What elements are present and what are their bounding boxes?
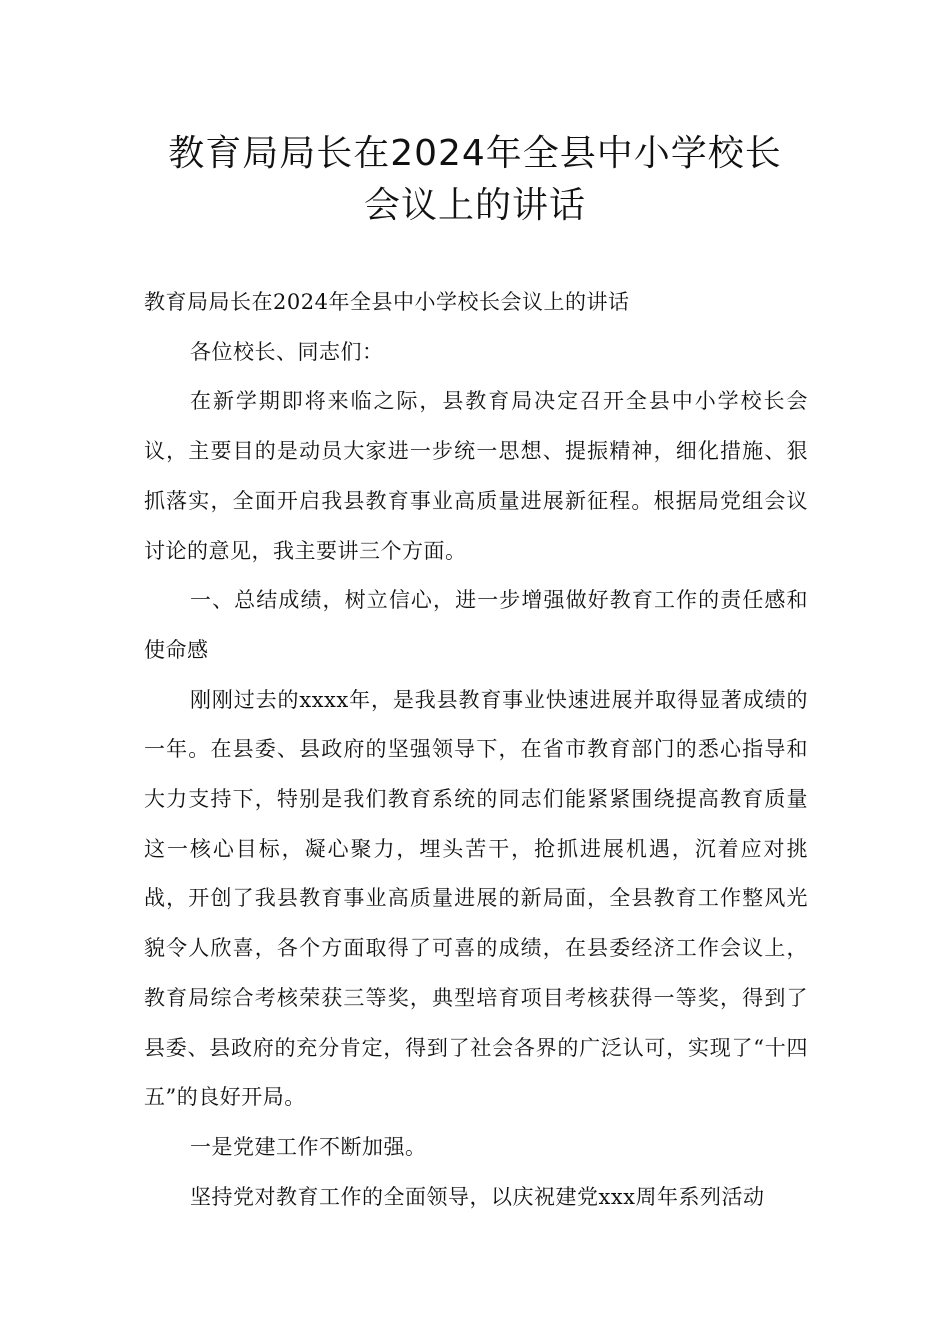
- party-work-paragraph: 坚持党对教育工作的全面领导，以庆祝建党xxx周年系列活动: [190, 1184, 765, 1209]
- title-line-1: 教育局局长在2024年全县中小学校长: [168, 133, 782, 174]
- section-heading-1: 一、总结成绩，树立信心，进一步增强做好教育工作的责任感和使命感: [144, 588, 808, 662]
- document-title: [100, 128, 850, 232]
- intro-paragraph: 在新学期即将来临之际，县教育局决定召开全县中小学校长会议，主要目的是动员大家进一步统一思想、提振精神，细化措施、狠抓落实，全面开启我县教育事业高质量进展新征程。根据局党组会议讨论的意见，我主要讲三个方面。: [144, 389, 808, 563]
- salutation-paragraph: 各位校长、同志们：: [190, 339, 384, 364]
- achievements-paragraph: 刚刚过去的xxxx年，是我县教育事业快速进展并取得显著成绩的一年。在县委、县政府的坚强领导下，在省市教育部门的悉心指导和大力支持下，特别是我们教育系统的同志们能紧紧围绕提高教育质量这一核心目标，凝心聚力，埋头苦干，抢抓进展机遇，沉着应对挑战，开创了我县教育事业高质量进展的新局面，全县教育工作整风光貌令人欣喜，各个方面取得了可喜的成绩，在县委经济工作会议上，教育局综合考核荣获三等奖，典型培育项目考核获得一等奖，得到了县委、县政府的充分肯定，得到了社会各界的广泛认可，实现了“十四五”的良好开局。: [144, 687, 808, 1110]
- document-body: [144, 278, 808, 1222]
- point-heading-1: 一是党建工作不断加强。: [190, 1134, 427, 1159]
- title-line-2: 会议上的讲话: [363, 185, 586, 226]
- subtitle-paragraph: 教育局局长在2024年全县中小学校长会议上的讲话: [144, 290, 630, 314]
